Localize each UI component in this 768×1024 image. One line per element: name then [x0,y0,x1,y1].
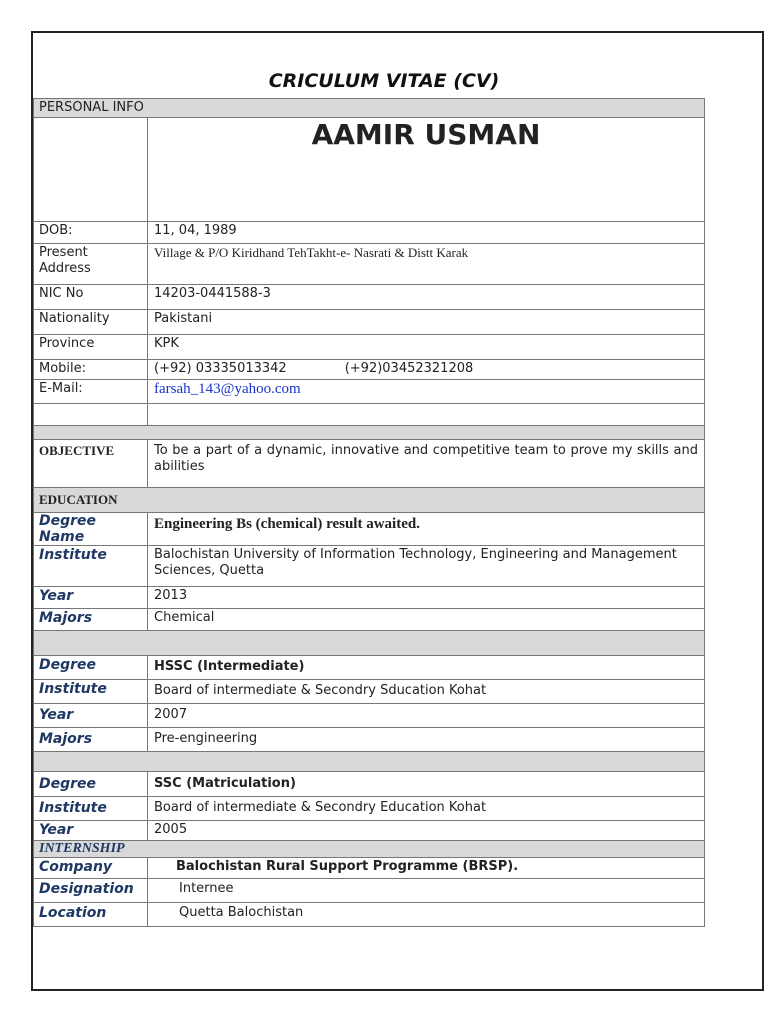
institute1-row [33,546,705,587]
mobile-number-1: (+92) 03335013342 [154,361,287,376]
address-value: Village & P/O Kiridhand TehTakht-e- Nasrati & Distt Karak [154,245,469,260]
nic-value: 14203-0441588-3 [154,286,271,301]
email-link[interactable]: farsah_143@yahoo.com [154,381,301,397]
nationality-value: Pakistani [154,311,213,326]
province-row [33,335,705,360]
designation-label: Designation [34,879,148,902]
institute2-value: Board of intermediate & Secondry Sducation Kohat [154,683,487,698]
internship-label: INTERNSHIP [39,841,125,856]
personal-info-label: PERSONAL INFO [39,100,144,115]
year3-value: 2005 [154,822,188,837]
majors2-row [33,728,705,752]
mobile-row [33,360,705,380]
degree3-label: Degree [34,772,148,796]
degree2-value: HSSC (Intermediate) [154,659,305,674]
degree1-value: Engineering Bs (chemical) result awaited. [154,516,420,532]
province-value: KPK [154,336,179,351]
nationality-label: Nationality [34,310,148,334]
education-header [33,488,705,513]
email-label: E-Mail: [34,380,148,403]
education-spacer-2 [33,752,705,772]
dob-label: DOB: [34,222,148,243]
majors2-value: Pre-engineering [154,731,258,746]
degree3-value: SSC (Matriculation) [154,776,296,791]
institute2-row [33,680,705,704]
email-row [33,380,705,404]
institute3-row [33,797,705,821]
nationality-row [33,310,705,335]
objective-row [33,440,705,488]
majors1-label: Majors [34,609,148,630]
photo-cell [34,118,148,221]
internship-header [33,841,705,858]
objective-text: To be a part of a dynamic, innovative and competitive team to prove my skills and abilities [154,443,698,474]
institute1-label: Institute [34,546,148,586]
empty-cell-left [34,404,148,425]
candidate-name: AAMIR USMAN [311,118,541,151]
degree1-row [33,513,705,546]
location-row [33,903,705,927]
company-label: Company [34,858,148,878]
location-value: Quetta Balochistan [179,905,304,920]
year2-value: 2007 [154,707,188,722]
year1-label: Year [34,587,148,608]
majors2-label: Majors [34,728,148,751]
mobile-number-2: (+92)03452321208 [344,361,474,376]
address-row [33,244,705,285]
empty-cell-right [148,404,704,425]
majors1-row [33,609,705,631]
degree2-label: Degree [34,656,148,679]
mobile-values [148,360,704,379]
email-cell [148,380,704,403]
year3-label: Year [34,821,148,840]
designation-value: Internee [179,881,234,896]
degree3-row [33,772,705,797]
year2-label: Year [34,704,148,727]
dob-value: 11, 04, 1989 [154,223,237,238]
mobile-label: Mobile: [34,360,148,379]
dob-row [33,222,705,244]
institute3-value: Board of intermediate & Secondry Education Kohat [154,800,487,815]
education-spacer-1 [33,631,705,656]
designation-row [33,879,705,903]
education-label: EDUCATION [39,492,118,507]
year2-row [33,704,705,728]
name-row [33,118,705,222]
province-label: Province [34,335,148,359]
institute3-label: Institute [34,797,148,820]
degree1-label: Degree Name [34,513,148,545]
year3-row [33,821,705,841]
year1-value: 2013 [154,588,188,603]
personal-info-header [33,98,705,118]
location-label: Location [34,903,148,926]
cv-title: CRICULUM VITAE (CV) [268,70,500,92]
objective-label: OBJECTIVE [34,440,148,487]
year1-row [33,587,705,609]
empty-row [33,404,705,426]
company-value: Balochistan Rural Support Programme (BRSP). [176,859,519,874]
nic-label: NIC No [34,285,148,309]
majors1-value: Chemical [154,610,215,625]
institute1-value: Balochistan University of Information Technology, Engineering and Management Sciences, Quetta [154,547,677,578]
section-spacer [33,426,705,440]
address-label: Present Address [34,244,148,284]
nic-row [33,285,705,310]
company-row [33,858,705,879]
institute2-label: Institute [34,680,148,703]
degree2-row [33,656,705,680]
